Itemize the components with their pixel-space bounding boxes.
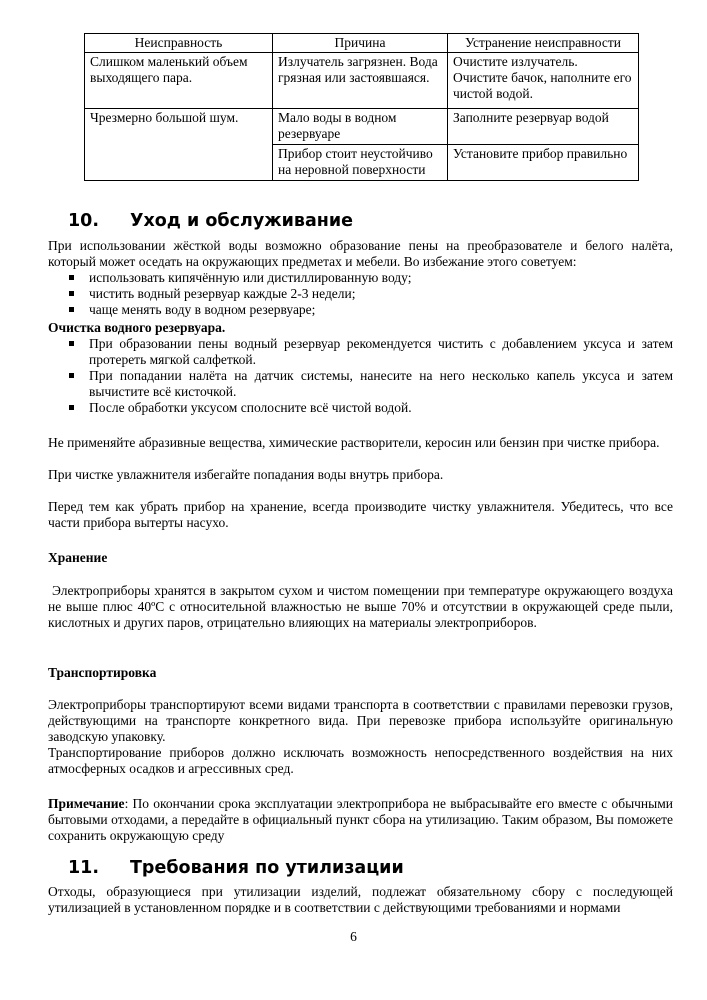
cleaning-warning: Не применяйте абразивные вещества, химические растворители, керосин или бензин при чистке прибора. (48, 435, 660, 450)
section-number: 11. (68, 858, 100, 878)
table-header-row (85, 34, 639, 53)
remedy-cell: Заполните резервуар водой (448, 109, 639, 145)
section-11-heading (68, 858, 404, 878)
table-row (85, 109, 639, 145)
cause-cell: Прибор стоит неустойчиво на неровной поверхности (273, 145, 448, 181)
note-label: Примечание (48, 796, 125, 811)
cleaning-steps-list (64, 336, 673, 416)
list-item: После обработки уксусом сполосните всё чистой водой. (64, 400, 673, 416)
remedy-cell: Установите прибор правильно (448, 145, 639, 181)
care-advice-list (64, 270, 673, 318)
section-title: Уход и обслуживание (130, 211, 354, 231)
transport-subtitle: Транспортировка (48, 665, 157, 680)
cause-cell: Излучатель загрязнен. Вода грязная или застоявшаяся. (273, 53, 448, 109)
section-10-heading (68, 211, 353, 231)
storage-preparation: Перед тем как убрать прибор на хранение, всегда производите чистку увлажнителя. Убедитесь, что все части прибора вытерты насухо. (48, 499, 673, 530)
troubleshooting-table (84, 33, 639, 181)
cleaning-subtitle: Очистка водного резервуара. (48, 320, 226, 335)
remedy-cell: Очистите излучатель. Очистите бачок, наполните его чистой водой. (448, 53, 639, 109)
cause-cell: Мало воды в водном резервуаре (273, 109, 448, 145)
column-header-remedy: Устранение неисправности (448, 34, 639, 53)
table-row (85, 53, 639, 109)
list-item: использовать кипячённую или дистиллированную воду; (64, 270, 673, 286)
section-number: 10. (68, 211, 100, 231)
storage-subtitle: Хранение (48, 550, 108, 565)
list-item: При образовании пены водный резервуар рекомендуется чистить с добавлением уксуса и затем протереть мягкой салфеткой. (64, 336, 673, 368)
water-warning: При чистке увлажнителя избегайте попадания воды внутрь прибора. (48, 467, 444, 482)
transport-conditions: Транспортирование приборов должно исключать возможность непосредственного воздействия на них атмосферных осадков и агрессивных сред. (48, 745, 673, 776)
column-header-problem: Неисправность (85, 34, 273, 53)
recycling-text: Отходы, образующиеся при утилизации изделий, подлежат обязательному сбору с последующей утилизацией в установленном порядке и в соответствии с действующими требованиями и нормами (48, 884, 673, 915)
section-title: Требования по утилизации (130, 858, 404, 878)
problem-cell: Слишком маленький объем выходящего пара. (85, 53, 273, 109)
page-number: 6 (350, 929, 357, 944)
column-header-cause: Причина (273, 34, 448, 53)
list-item: чаще менять воду в водном резервуаре; (64, 302, 673, 318)
storage-text: Электроприборы хранятся в закрытом сухом и чистом помещении при температуре окружающего воздуха не выше плюс 40ºС с относительной влажностью не выше 70% и отсутствии в окружающей среде пыли, кислотных и других паров, отрицательно влияющих на материалы электроприборов. (48, 583, 673, 630)
disposal-note (48, 796, 673, 844)
list-item: При попадании налёта на датчик системы, нанесите на него несколько капель уксуса и затем вычистите всё кисточкой. (64, 368, 673, 400)
note-text: : По окончании срока эксплуатации электроприбора не выбрасывайте его вместе с обычными бытовыми отходами, а передайте в официальный пункт сбора на утилизацию. Таким образом, Вы поможете сохранить окружающую среду (48, 796, 673, 843)
problem-cell: Чрезмерно большой шум. (85, 109, 273, 181)
transport-text: Электроприборы транспортируют всеми видами транспорта в соответствии с правилами перевозки грузов, действующими на транспорте конкретного вида. При перевозке прибора используйте оригинальную заводскую упаковку. (48, 697, 673, 744)
care-intro: При использовании жёсткой воды возможно образование пены на преобразователе и белого налёта, который может оседать на окружающих предметах и мебели. Во избежание этого советуем: (48, 238, 673, 269)
list-item: чистить водный резервуар каждые 2-3 недели; (64, 286, 673, 302)
